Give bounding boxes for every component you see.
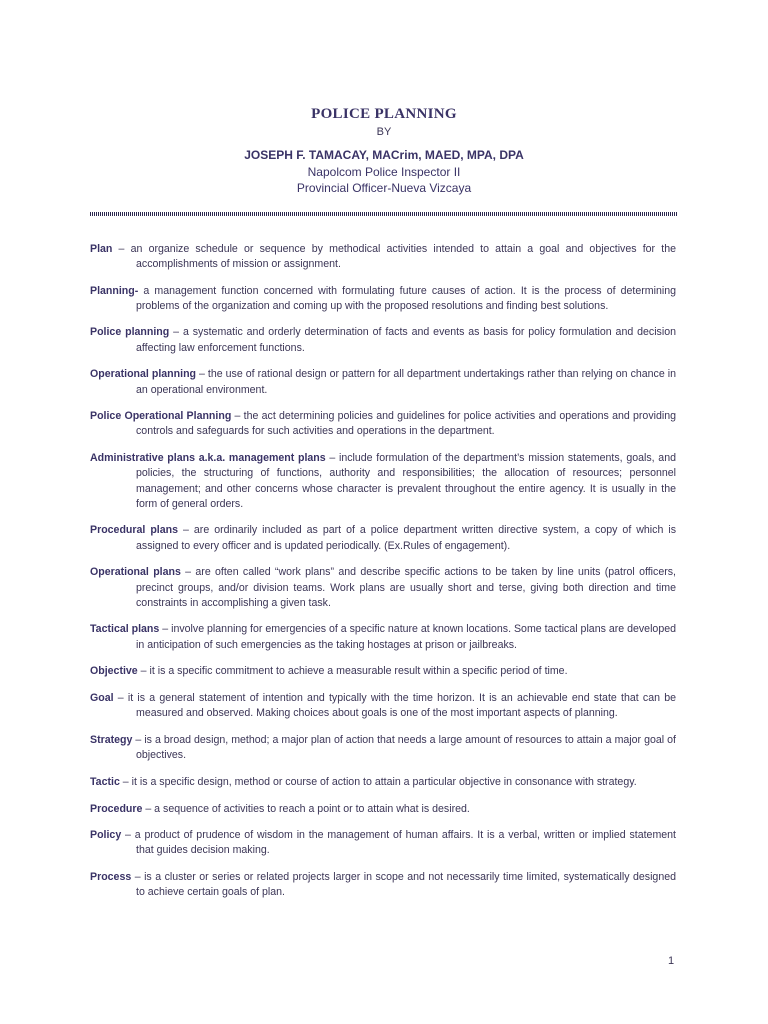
definition-item xyxy=(90,622,676,652)
definition-text: – a systematic and orderly determination of facts and events as basis for policy formulation and decision affecting law enforcement functions. xyxy=(136,326,676,354)
definition-text: – the use of rational design or pattern for all department undertakings rather than relying on chance in an operational environment. xyxy=(136,368,676,396)
definition-term: Goal xyxy=(90,692,114,705)
definition-term: Police planning xyxy=(90,326,170,339)
page-number: 1 xyxy=(668,955,675,967)
definition-item xyxy=(90,802,676,817)
definition-text: – are ordinarily included as part of a police department written directive system, a copy of which is assigned to every officer and is updated periodically. (Ex.Rules of engagement). xyxy=(136,524,676,552)
definition-text: – a product of prudence of wisdom in the management of human affairs. It is a verbal, written or implied statement that guides decision making. xyxy=(121,829,676,857)
definition-text: – is a cluster or series or related projects larger in scope and not necessarily time limited, systematically designed to achieve certain goals of plan. xyxy=(131,871,676,899)
definition-term: Strategy xyxy=(90,733,133,746)
definition-text: – it is a general statement of intention and typically with the time horizon. It is an achievable end state that can be measured and observed. Making choices about goals is one of the most important aspects of planning. xyxy=(113,692,676,720)
definition-text: – it is a specific design, method or course of action to attain a particular objective in consonance with strategy. xyxy=(119,775,637,788)
definition-term: Procedural plans xyxy=(90,524,179,537)
definition-term: Plan xyxy=(90,242,113,255)
definition-term: Procedure xyxy=(90,802,143,815)
definition-item xyxy=(90,664,676,679)
definition-item xyxy=(90,691,676,721)
definition-text: – a sequence of activities to reach a point or to attain what is desired. xyxy=(142,802,470,815)
definition-text: a management function concerned with formulating future causes of action. It is the process of determining problems of the organization and coming up with the proposed resolutions and finding best solutions. xyxy=(136,284,676,312)
definition-term: Operational plans xyxy=(90,566,181,579)
definition-term: Objective xyxy=(90,665,138,678)
definition-term: Administrative plans a.k.a. management plans xyxy=(90,452,326,465)
definition-item xyxy=(90,284,676,314)
definition-item xyxy=(90,523,676,553)
author-office: Provincial Officer-Nueva Vizcaya xyxy=(296,181,472,195)
definition-item xyxy=(90,828,676,858)
by-line: BY xyxy=(376,126,392,138)
definition-text: – involve planning for emergencies of a specific nature at known locations. Some tactical plans are developed in anticipation of such emergencies as the taking hostages at prison or jailbreaks. xyxy=(136,623,676,651)
definition-term: Planning- xyxy=(90,284,139,297)
definition-item xyxy=(90,451,676,512)
definition-item xyxy=(90,870,676,900)
header-divider xyxy=(90,212,678,216)
definitions-list xyxy=(90,231,676,912)
definition-item xyxy=(90,409,676,439)
document-title: POLICE PLANNING xyxy=(311,106,457,122)
definition-text: – the act determining policies and guidelines for police activities and operations and providing controls and safeguards for such activities and operations in the department. xyxy=(136,410,676,438)
definition-term: Police Operational Planning xyxy=(90,410,232,423)
definition-term: Tactical plans xyxy=(90,623,160,636)
definition-item xyxy=(90,733,676,763)
definition-text: – is a broad design, method; a major plan of action that needs a large amount of resources to attain a major goal of objectives. xyxy=(132,733,676,762)
definition-term: Tactic xyxy=(90,775,120,788)
document-header xyxy=(0,104,768,196)
definition-item xyxy=(90,242,676,272)
definition-text: – it is a specific commitment to achieve a measurable result within a specific period of time. xyxy=(137,665,568,678)
definition-item xyxy=(90,565,676,611)
definition-term: Process xyxy=(90,871,132,884)
author-name: JOSEPH F. TAMACAY, MACrim, MAED, MPA, DPA xyxy=(244,148,524,162)
definition-item xyxy=(90,325,676,355)
definition-text: – include formulation of the department’s mission statements, goals, and policies, the structuring of functions, authority and responsibilities; the allocation of resources; personnel management; and other concerns whose character is prevalent throughout the entire agency. It is usually in the form of general orders. xyxy=(136,452,676,510)
definition-item xyxy=(90,367,676,397)
definition-text: – an organize schedule or sequence by methodical activities intended to attain a goal and objectives for the accomplishments of mission or assignment. xyxy=(112,242,676,270)
definition-text: – are often called “work plans” and describe specific actions to be taken by line units (patrol officers, precinct groups, and/or division teams. Work plans are usually short and terse, giving both direction and time constraints in accomplishing a given task. xyxy=(136,566,676,609)
author-position: Napolcom Police Inspector II xyxy=(307,165,461,179)
definition-item xyxy=(90,775,676,790)
definition-term: Operational planning xyxy=(90,368,197,381)
definition-term: Policy xyxy=(90,829,122,842)
